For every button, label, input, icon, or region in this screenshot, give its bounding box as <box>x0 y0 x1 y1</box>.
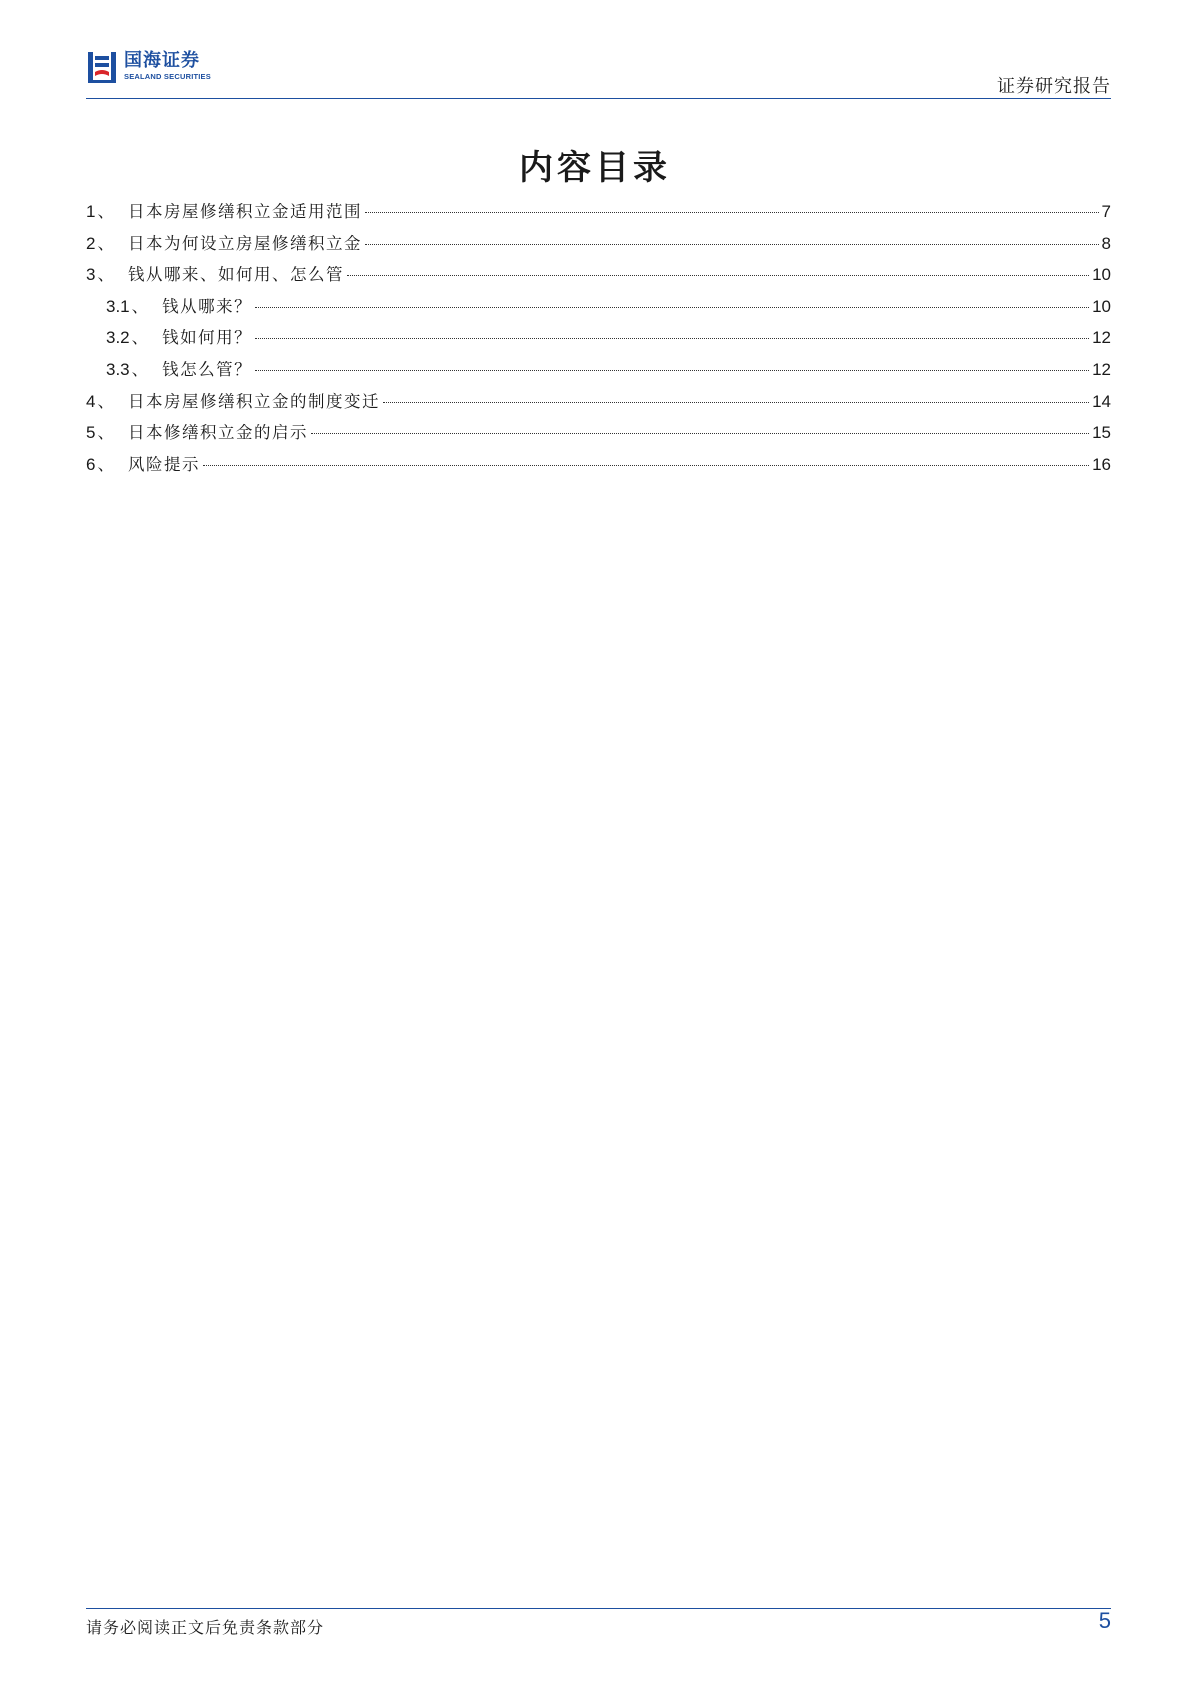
footer-divider <box>86 1608 1111 1609</box>
logo-english-name: SEALAND SECURITIES <box>124 72 211 81</box>
toc-entry[interactable] <box>86 293 1111 325</box>
toc-entry-number: 3.2 <box>106 328 130 348</box>
sealand-logo-icon <box>86 50 118 86</box>
toc-entry-page: 15 <box>1092 423 1111 443</box>
toc-entry[interactable] <box>86 198 1111 230</box>
toc-entry-number: 3.3 <box>106 359 130 379</box>
toc-entry-label: 日本为何设立房屋修缮积立金 <box>127 233 362 253</box>
toc-entry-separator: 、 <box>131 328 149 348</box>
toc-entry-number: 6 <box>86 454 96 474</box>
toc-entry[interactable] <box>86 261 1111 293</box>
toc-dot-leader <box>365 212 1099 213</box>
toc-entry-label: 钱从哪来、如何用、怎么管 <box>127 265 344 285</box>
toc-dot-leader <box>255 307 1089 308</box>
toc-entry-label: 日本房屋修缮积立金的制度变迁 <box>127 391 380 411</box>
toc-entry-number: 1 <box>86 202 96 221</box>
toc-dot-leader <box>255 338 1089 339</box>
header-divider <box>86 98 1111 99</box>
toc-dot-leader <box>347 275 1089 276</box>
toc-dot-leader <box>311 433 1089 434</box>
toc-entry[interactable] <box>86 356 1111 388</box>
report-type: 证券研究报告 <box>997 76 1111 97</box>
toc-entry-number: 3.1 <box>106 296 130 316</box>
toc-entry-separator: 、 <box>131 296 149 316</box>
toc-entry-page: 16 <box>1092 454 1111 474</box>
table-of-contents <box>86 198 1111 482</box>
toc-entry-label: 日本修缮积立金的启示 <box>127 423 308 443</box>
toc-entry-label: 日本房屋修缮积立金适用范围 <box>127 202 362 221</box>
toc-entry-page: 12 <box>1092 359 1111 379</box>
toc-entry-page: 8 <box>1101 233 1111 253</box>
logo-chinese-name: 国海证券 <box>124 50 200 71</box>
toc-dot-leader <box>365 244 1099 245</box>
toc-dot-leader <box>255 370 1089 371</box>
toc-entry-separator: 、 <box>131 359 149 379</box>
company-logo <box>86 50 211 90</box>
toc-entry-page: 12 <box>1092 328 1111 348</box>
toc-entry-number: 2 <box>86 233 96 253</box>
toc-entry[interactable] <box>86 388 1111 420</box>
toc-entry-separator: 、 <box>97 423 114 443</box>
page-number: 5 <box>1098 1608 1111 1633</box>
toc-entry-separator: 、 <box>97 233 114 253</box>
toc-entry[interactable] <box>86 324 1111 356</box>
toc-entry-label: 风险提示 <box>127 454 200 474</box>
toc-entry-number: 3 <box>86 265 96 285</box>
toc-title: 内容目录 <box>519 148 671 188</box>
toc-entry-separator: 、 <box>97 265 114 285</box>
toc-entry-label: 钱如何用？ <box>162 328 253 348</box>
toc-entry-page: 14 <box>1092 391 1111 411</box>
toc-entry-separator: 、 <box>97 454 114 474</box>
toc-entry-label: 钱从哪来？ <box>162 296 253 316</box>
toc-entry-separator: 、 <box>97 391 114 411</box>
toc-entry-separator: 、 <box>97 202 114 221</box>
toc-dot-leader <box>383 402 1089 403</box>
toc-entry-page: 10 <box>1092 265 1111 285</box>
page-header <box>86 50 1111 98</box>
toc-entry-number: 5 <box>86 423 96 443</box>
toc-entry[interactable] <box>86 419 1111 451</box>
toc-entry-page: 10 <box>1092 296 1111 316</box>
toc-entry[interactable] <box>86 230 1111 262</box>
disclaimer-text: 请务必阅读正文后免责条款部分 <box>86 1618 325 1637</box>
toc-entry-page: 7 <box>1101 202 1111 221</box>
toc-entry-number: 4 <box>86 391 96 411</box>
toc-entry[interactable] <box>86 451 1111 483</box>
toc-dot-leader <box>203 465 1089 466</box>
toc-entry-label: 钱怎么管？ <box>162 359 253 379</box>
